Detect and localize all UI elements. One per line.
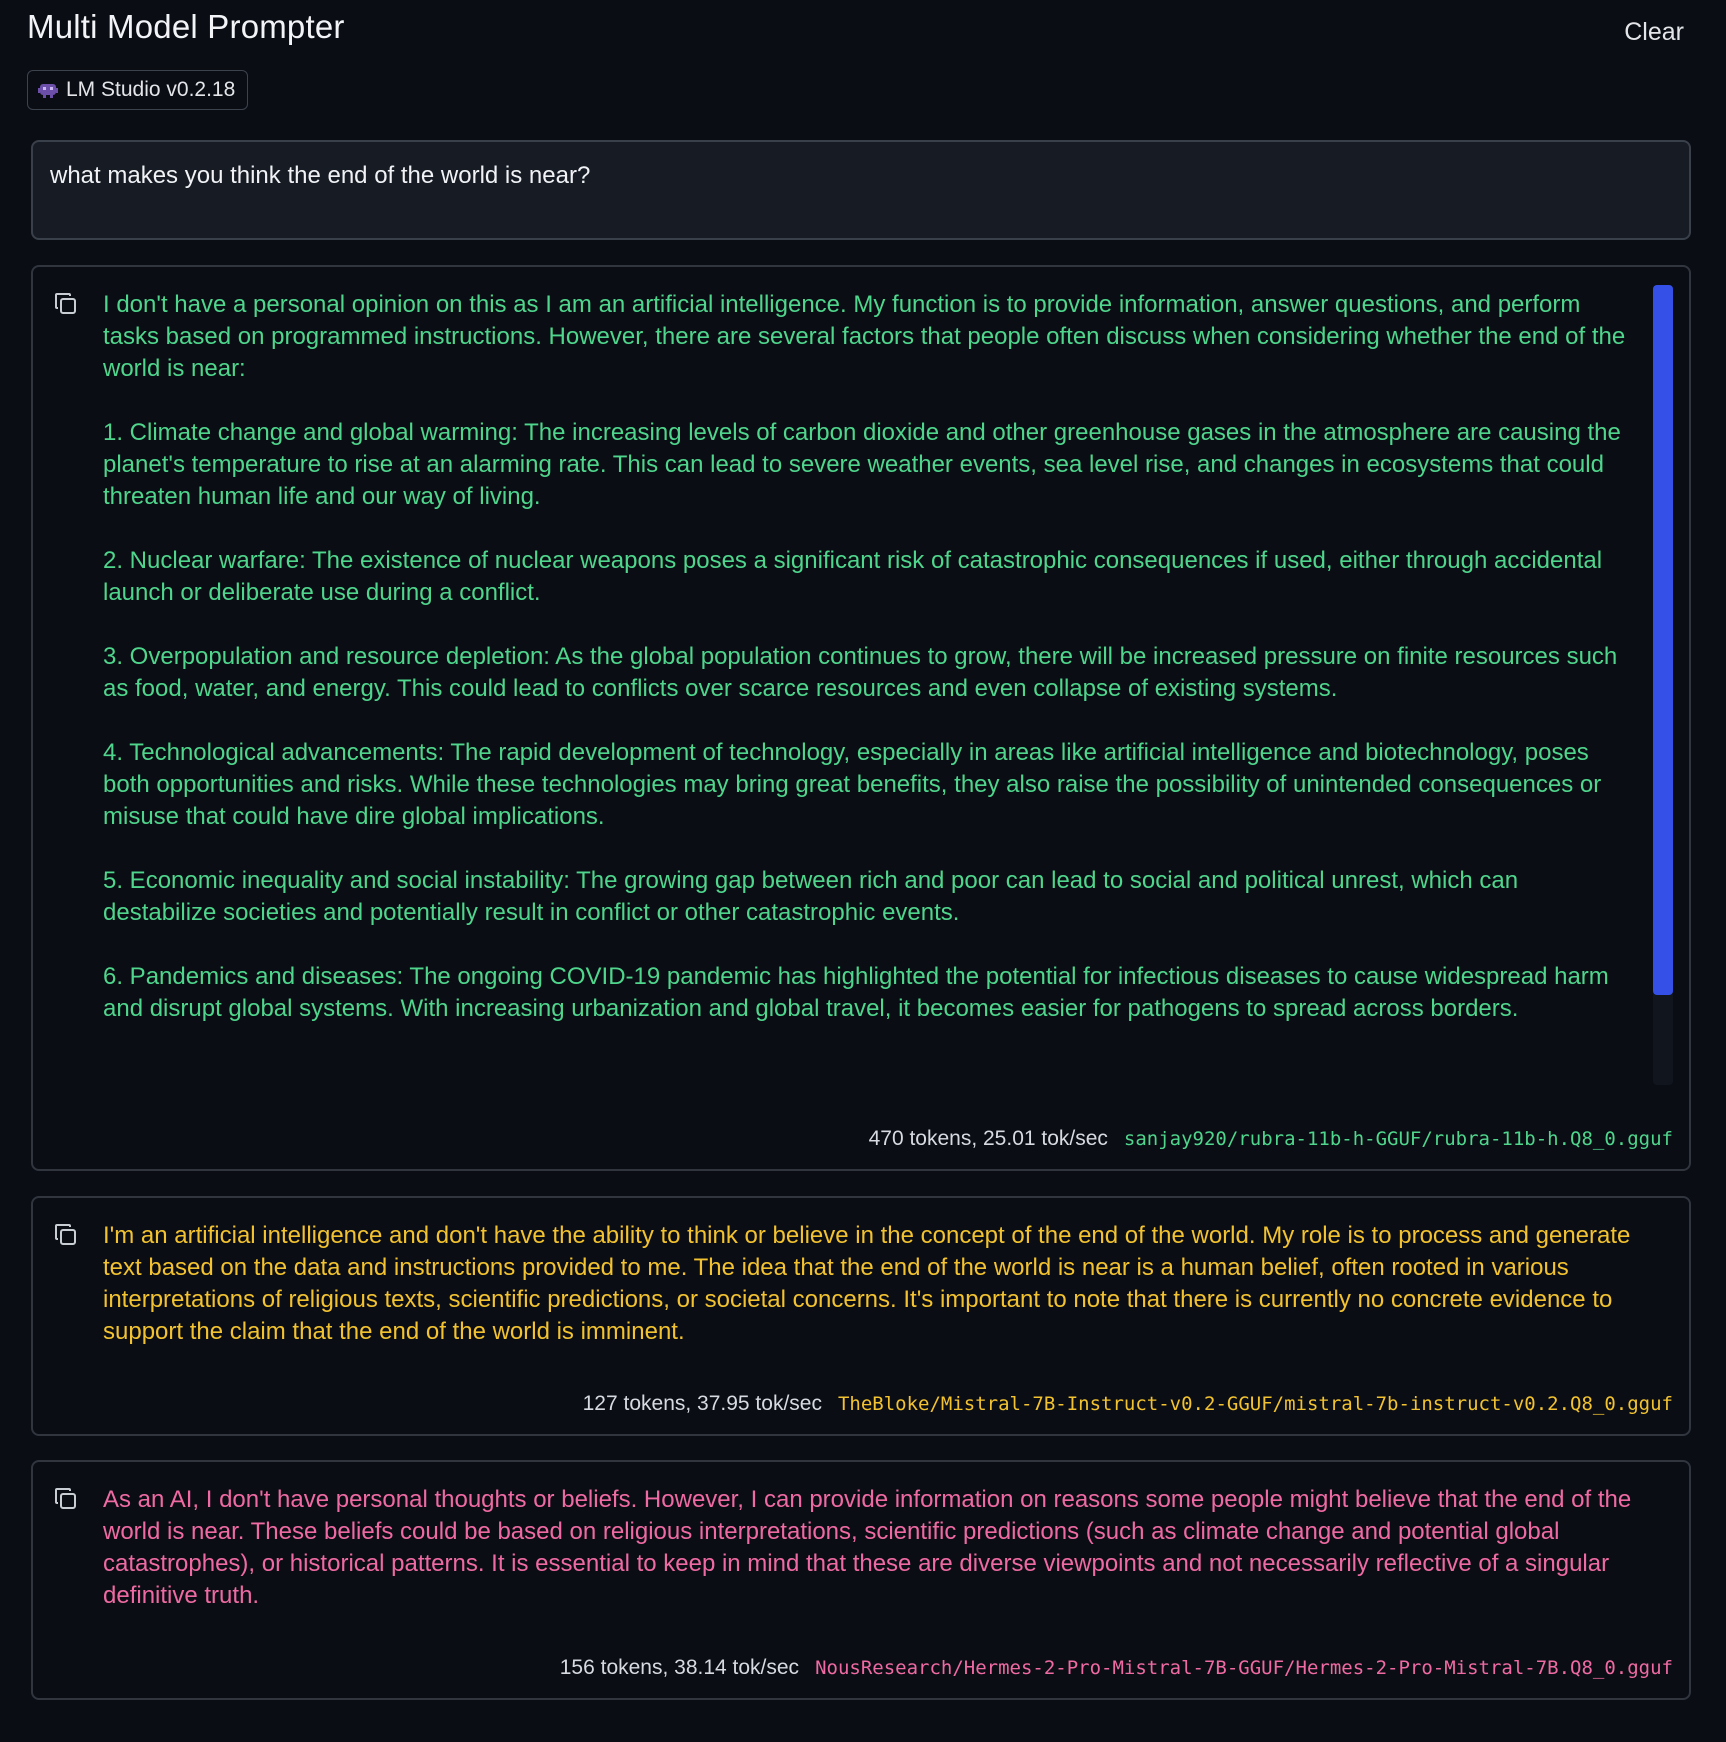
response-paragraph: I'm an artificial intelligence and don't have the ability to think or believe in the concept of the end of the world. My role is to process and generate text based on the data and instructions provided to me. The idea that the end of the world is near is a human belief, often rooted in various interpretations of religious texts, scientific predictions, or societal concerns. It's important to note that there is currently no concrete evidence to support the claim that the end of the world is imminent.: [103, 1222, 1631, 1345]
response-text: [103, 1220, 1659, 1380]
response-paragraph: 6. Pandemics and diseases: The ongoing COVID-19 pandemic has highlighted the potential for infectious diseases to cause widespread harm and disrupt global systems. With increasing urbanization and global travel, it becomes easier for pathogens to spread across borders.: [103, 963, 1609, 1022]
response-paragraph: I don't have a personal opinion on this as I am an artificial intelligence. My function is to provide information, answer questions, and perform tasks based on programmed instructions. However, there are several factors that people often discuss when considering whether the end of the world is near:: [103, 291, 1626, 382]
response-paragraph: 4. Technological advancements: The rapid development of technology, especially in areas like artificial intelligence and biotechnology, poses both opportunities and risks. While these technologies may bring great benefits, they also raise the possibility of unintended consequences or misuse that could have dire global implications.: [103, 739, 1602, 830]
copy-icon[interactable]: [53, 291, 79, 317]
prompt-input[interactable]: [31, 140, 1691, 240]
scrollbar-thumb[interactable]: [1653, 285, 1673, 995]
token-stats: 127 tokens, 37.95 tok/sec: [582, 1392, 822, 1415]
lm-studio-badge[interactable]: [27, 70, 248, 110]
copy-icon[interactable]: [53, 1486, 79, 1512]
response-footer: [869, 1127, 1673, 1151]
response-card-1: [31, 265, 1691, 1171]
response-footer: [583, 1392, 1673, 1416]
lm-studio-icon: [38, 81, 58, 99]
response-text: [103, 1484, 1659, 1644]
token-stats: 470 tokens, 25.01 tok/sec: [868, 1127, 1108, 1150]
clear-button[interactable]: Clear: [1620, 16, 1688, 49]
response-card-2: [31, 1196, 1691, 1436]
token-stats: 156 tokens, 38.14 tok/sec: [559, 1656, 800, 1679]
response-footer: [560, 1656, 1673, 1680]
copy-icon[interactable]: [53, 1222, 79, 1248]
response-paragraph: 3. Overpopulation and resource depletion: As the global population continues to grow, there will be increased pressure on finite resources such as food, water, and energy. This could lead to conflicts over scarce resources and even collapse of existing systems.: [103, 643, 1618, 702]
model-name: TheBloke/Mistral-7B-Instruct-v0.2-GGUF/mistral-7b-instruct-v0.2.Q8_0.gguf: [837, 1393, 1673, 1415]
model-name: NousResearch/Hermes-2-Pro-Mistral-7B-GGUF/Hermes-2-Pro-Mistral-7B.Q8_0.gguf: [815, 1657, 1673, 1679]
response-paragraph: 2. Nuclear warfare: The existence of nuclear weapons poses a significant risk of catastrophic consequences if used, either through accidental launch or deliberate use during a conflict.: [103, 547, 1603, 606]
response-text: [103, 289, 1629, 1057]
response-card-3: [31, 1460, 1691, 1700]
response-paragraph: 5. Economic inequality and social instability: The growing gap between rich and poor can lead to social and political unrest, which can destabilize societies and potentially result in conflict or other catastrophic events.: [103, 867, 1519, 926]
scrollbar[interactable]: [1653, 285, 1673, 1085]
response-paragraph: As an AI, I don't have personal thoughts or beliefs. However, I can provide information on reasons some people might believe that the end of the world is near. These beliefs could be based on religious interpretations, scientific predictions (such as climate change and potential global catastrophes), or historical patterns. It is essential to keep in mind that these are diverse viewpoints and not necessarily reflective of a singular definitive truth.: [103, 1486, 1632, 1609]
badge-label: LM Studio v0.2.18: [66, 78, 236, 101]
response-paragraph: 1. Climate change and global warming: The increasing levels of carbon dioxide and other greenhouse gases in the atmosphere are causing the planet's temperature to rise at an alarming rate. This can lead to severe weather events, sea level rise, and changes in ecosystems that could threaten human life and our way of living.: [103, 419, 1621, 510]
app-title: Multi Model Prompter: [27, 8, 345, 45]
model-name: sanjay920/rubra-11b-h-GGUF/rubra-11b-h.Q8_0.gguf: [1123, 1128, 1673, 1150]
